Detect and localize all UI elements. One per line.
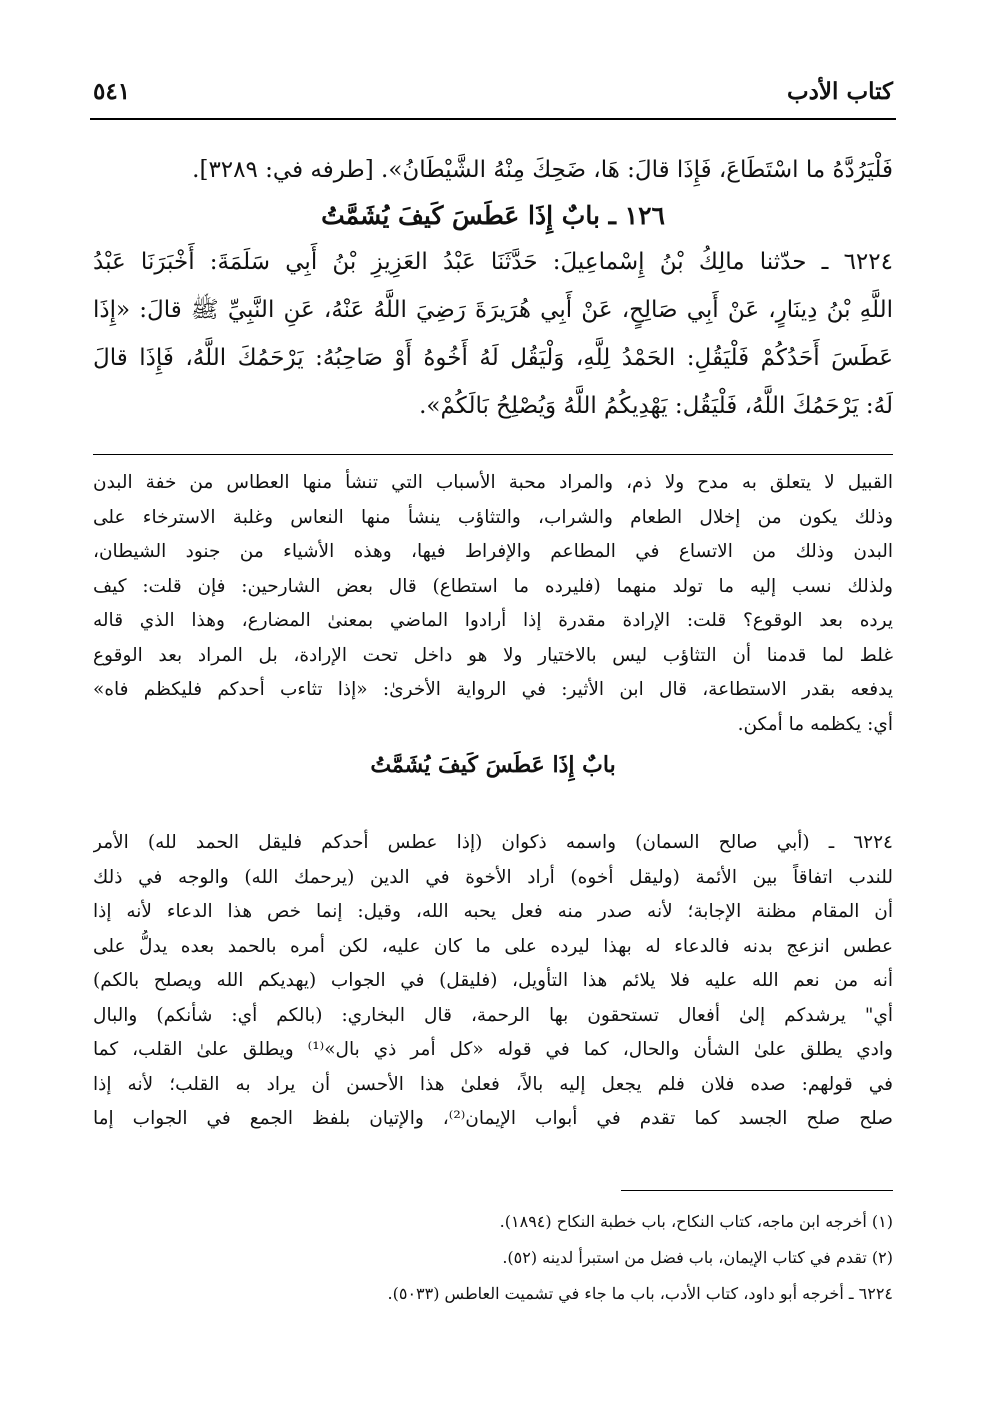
- main-text: [93, 146, 893, 430]
- section-divider: [93, 454, 893, 455]
- footnote: (١) أخرجه ابن ماجه، كتاب النكاح، باب خطبة النكاح (١٨٩٤).: [499, 1212, 893, 1231]
- commentary-line: عطس انزعج بدنه فالدعاء له بهذا ليرده على ما كان عليه، لكن أمره بالحمد بعده يدلُّ على: [93, 935, 893, 957]
- footnote: ٦٢٢٤ ـ أخرجه أبو داود، كتاب الأدب، باب ما جاء في تشميت العاطس (٥٠٣٣).: [387, 1284, 893, 1303]
- hadith-line: ٦٢٢٤ ـ حدّثنا مالِكُ بْنُ إِسْماعِيلَ: حَدَّثَنَا عَبْدُ العَزِيزِ بْنُ أَبِي سَلَمَةَ: أَخْبَرَنَا عَبْدُ: [93, 249, 893, 275]
- commentary-part-2: [93, 826, 893, 1137]
- book-title: كتاب الأدب: [787, 78, 893, 105]
- page-number: ٥٤١: [93, 78, 131, 105]
- commentary-line: صلح صلح الجسد كما تقدم في أبواب الإيمان⁽²⁾، والإتيان بلفظ الجمع في الجواب إما: [93, 1108, 893, 1129]
- page-header: [93, 78, 893, 118]
- hadith-line: لَهُ: يَرْحَمُكَ اللَّهُ، فَلْيَقُل: يَهْدِيكُمُ اللَّهُ وَيُصْلِحُ بَالَكُمْ».: [419, 393, 893, 419]
- footnotes: [93, 1204, 893, 1312]
- hadith-line: عَطَسَ أَحَدُكُمْ فَلْيَقُلِ: الحَمْدُ لِلَّهِ، وَلْيَقُل لَهُ أَخُوهُ أَوْ صَاحِبُهُ: يَرْحَمُكَ اللَّهُ، فَإِذَا قالَ: [93, 345, 893, 371]
- commentary-line: للندب اتفاقاً بين الأئمة (وليقل أخوه) أراد الأخوة في الدين (يرحمك الله) والوجه في ذلك: [93, 866, 893, 888]
- footnote-rule: [621, 1190, 893, 1191]
- commentary-line: يدفعه بقدر الاستطاعة، قال ابن الأثير: في الرواية الأخرىٰ: «إذا تثاءب أحدكم فليكظم فاه»: [93, 679, 893, 700]
- hadith-line: اللَّهِ بْنُ دِينَارٍ، عَنْ أَبِي صَالِحٍ، عَنْ أَبِي هُرَيرَةَ رَضِيَ اللَّهُ عَنْهُ، عَنِ النَّبِيِّ ﷺ قالَ: «إِذَا: [93, 297, 893, 323]
- commentary-line: يرده بعد الوقوع؟ قلت: الإرادة مقدرة إذا أرادوا الماضي بمعنىٰ المضارع، وهذا الذي قاله: [93, 610, 893, 631]
- commentary-line: أنه من نعم الله عليه فلا يلائم هذا التأويل، (فليقل) في الجواب (يهديكم الله ويصلح بالكم): [93, 970, 893, 991]
- commentary-line: في قولهم: صده فلان فلم يجعل إليه بالاً، فعلىٰ هذا الأحسن أن يراد به القلب؛ لأنه إذا: [93, 1073, 893, 1095]
- commentary-line: غلط لما قدمنا أن التثاؤب ليس بالاختيار ولا هو داخل تحت الإرادة، بل المراد بعد الوقوع: [93, 644, 893, 666]
- commentary-line: أي" يرشدكم إلىٰ أفعال تستحقون بها الرحمة، قال البخاري: (بالكم أي: شأنكم) والبال: [93, 1004, 893, 1026]
- commentary-heading: بابٌ إِذَا عَطَسَ كَيفَ يُشَمَّتُ: [370, 752, 616, 778]
- commentary-line: وذلك يكون من إخلال الطعام والشراب، والتثاؤب ينشأ منها النعاس وغلبة الاسترخاء على: [93, 506, 893, 528]
- commentary-line: ولذلك نسب إليه ما تولد منهما (فليرده ما استطاع) قال بعض الشارحين: فإن قلت: كيف: [93, 575, 893, 597]
- chapter-heading: ١٢٦ ـ بابٌ إِذَا عَطَسَ كَيفَ يُشَمَّتُ: [321, 201, 665, 230]
- commentary-line: وادي يطلق علىٰ الشأن والحال، كما في قوله «كل أمر ذي بال»⁽¹⁾ ويطلق علىٰ القلب، كما: [93, 1039, 893, 1060]
- commentary-line: البدن وذلك من الاتساع في المطاعم والإفراط فيها، وهذه الأشياء من جنود الشيطان،: [93, 541, 893, 562]
- commentary-part-1: [93, 466, 893, 788]
- header-rule: [90, 118, 896, 120]
- commentary-line: ٦٢٢٤ ـ (أبي صالح السمان) واسمه ذكوان (إذا عطس أحدكم فليقل الحمد لله) الأمر: [93, 832, 893, 853]
- commentary-line: أن المقام مظنة الإجابة؛ لأنه صدر منه فعل يحبه الله، وقيل: إنما خص هذا الدعاء لأنه إذا: [93, 901, 893, 922]
- hadith-continuation: فَلْيَرُدَّهُ ما اسْتَطَاعَ، فَإِذَا قالَ: هَا، ضَحِكَ مِنْهُ الشَّيْطَانُ». [طرفه في: ٣٢٨٩].: [192, 157, 893, 183]
- commentary-line: أي: يكظمه ما أمكن.: [737, 713, 893, 735]
- commentary-line: القبيل لا يتعلق به مدح ولا ذم، والمراد محبة الأسباب التي تنشأ منها العطاس من خفة البدن: [93, 472, 893, 493]
- footnote: (٢) تقدم في كتاب الإيمان، باب فضل من استبرأ لدينه (٥٢).: [502, 1248, 893, 1267]
